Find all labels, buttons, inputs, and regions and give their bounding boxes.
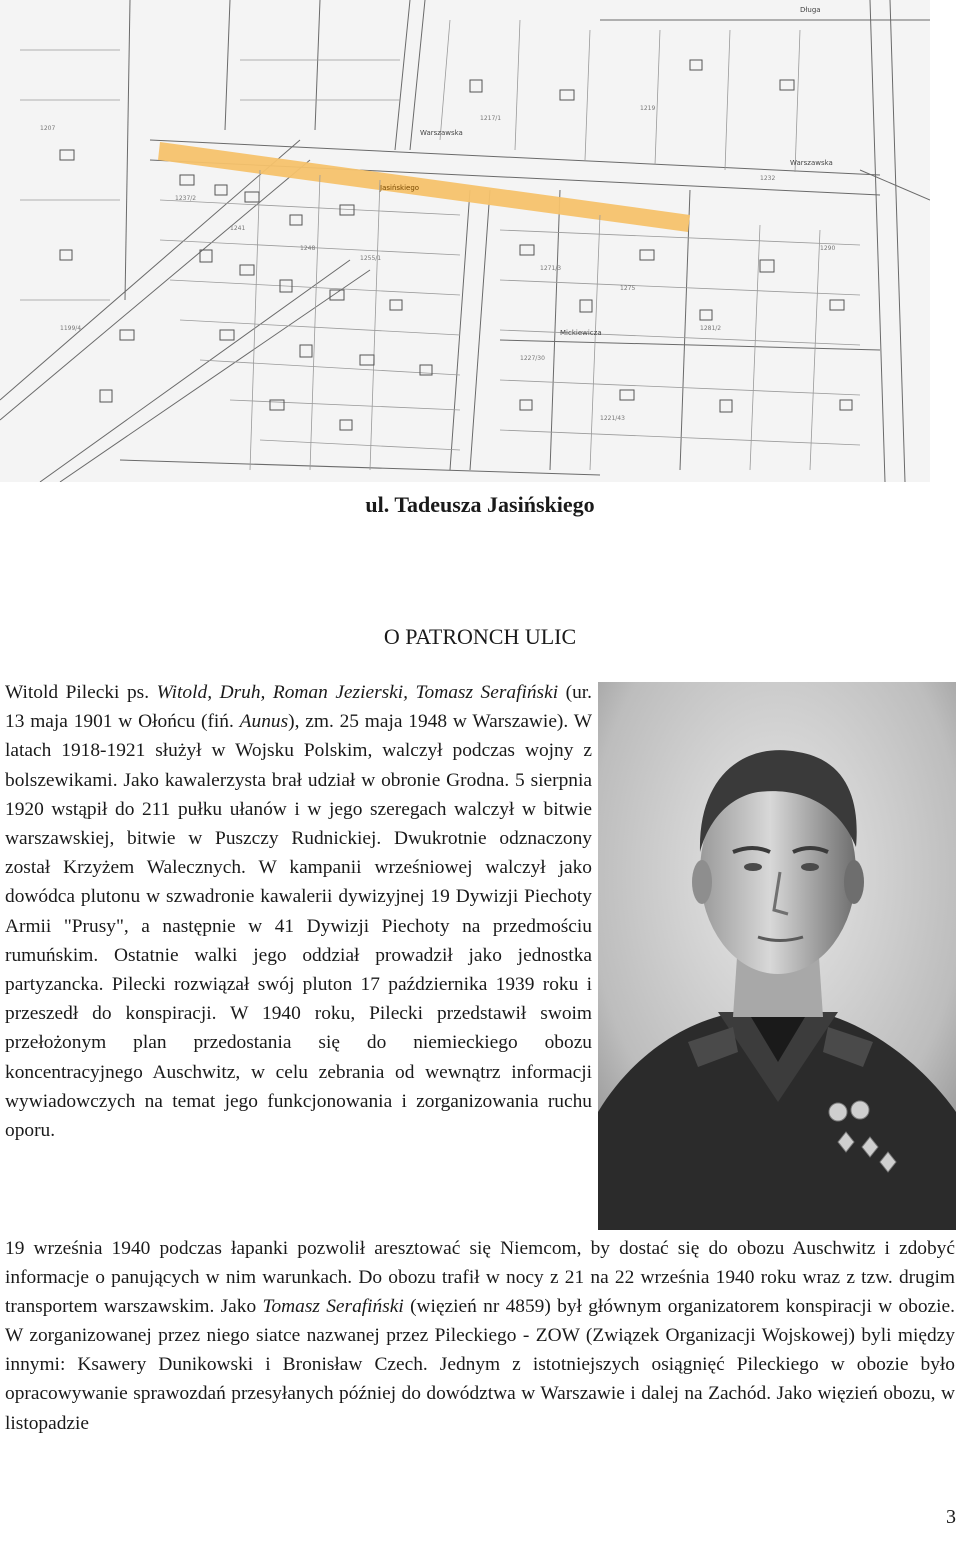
svg-text:1275: 1275 [620,285,636,292]
svg-text:1237/2: 1237/2 [175,195,197,202]
alias: Tomasz Serafiński [262,1296,404,1318]
svg-text:1248: 1248 [300,245,316,252]
biography-paragraph-1: Witold Pilecki ps. Witold, Druh, Roman Jezierski, Tomasz Serafiński (ur. 13 maja 1901 w Ołońcu (fiń. Aunus), zm. 25 maja 1948 w Warszawie). W latach 1918-1921 służył w Wojsku Polskim, walczył podczas wojny z bolszewikami. Jako kawalerzysta brał udział w obronie Grodna. 5 sierpnia 1920 wstąpił do 211 pułku ułanów i w jego szeregach walczył w bitwie warszawskiej, bitwie w Puszczy Rudnickiej. Dwukrotnie odznaczony został Krzyżem Walecznych. W kampanii wrześniowej walczył jako dowódca plutonu w szwadronie kawalerii dywizyjnej 19 Dywizji Piechoty Armii "Prusy", a następnie w 41 Dywizji Piechoty na przedmościu rumuńskim. Ostatnie walki jego oddział prowadził jako jednostka partyzancka. Pilecki rozwiązał swój pluton 17 października 1939 roku i przeszedł do konspiracji. W 1940 roku, Pilecki przedstawił swoim przełożonym plan przedostania się do niemieckiego obozu koncentracyjnego Auschwitz, w celu zebrania od wewnątrz informacji wywiadowczych na temat jego funkcjonowania i zorganizowania ruchu oporu. [5,682,592,1142]
svg-text:1219: 1219 [640,105,656,112]
svg-text:1217/1: 1217/1 [480,115,502,122]
svg-text:1281/2: 1281/2 [700,325,722,332]
svg-text:1290: 1290 [820,245,836,252]
svg-text:1227/30: 1227/30 [520,355,545,362]
svg-text:1271/3: 1271/3 [540,265,562,272]
portrait-photo-icon [598,682,956,1230]
biography-column [5,678,592,1145]
biography-paragraph-2: 19 września 1940 podczas łapanki pozwolił aresztować się Niemcom, by dostać się do obozu Auschwitz i zdobyć informacje o panujących w nim warunkach. Do obozu trafił w nocy z 21 na 22 września 1940 roku wraz z tzw. drugim transportem warszawskim. Jako Tomasz Serafiński (więzień nr 4859) był głównym organizatorem konspiracji w obozie. W zorganizowanej przez niego siatce nazwanej przez Pileckiego - ZOW (Związek Organizacji Wojskowej) byli między innymi: Ksawery Dunikowski i Bronisław Czech. Jednym z istotniejszych osiągnięć Pileckiego w obozie było opracowywanie sprawozdań przesyłanych później do dowództwa w Warszawie i dalej na Zachód. Jako więzień obozu, w listopadzie [5,1238,955,1434]
svg-text:1199/4: 1199/4 [60,325,82,332]
section-title: O PATRONCH ULIC [383,624,577,649]
svg-text:1207: 1207 [40,125,56,132]
map-street-label: Mickiewicza [560,329,602,337]
street-title: ul. Tadeusza Jasińskiego [365,492,595,517]
svg-text:1232: 1232 [760,175,776,182]
map-street-label: Jasińskiego [380,184,420,192]
person-name: Witold Pilecki [5,682,120,703]
svg-text:1255/1: 1255/1 [360,255,382,262]
cadastral-map-image [0,0,930,482]
svg-text:1221/43: 1221/43 [600,415,625,422]
map-street-label: Warszawska [790,159,833,167]
page-number: 3 [946,1506,956,1528]
map-street-label: Warszawska [420,129,463,137]
map-street-label: Długa [800,6,821,14]
pseudonyms: Witold, Druh, Roman Jezierski, Tomasz Serafiński [156,682,559,703]
svg-text:1241: 1241 [230,225,246,232]
biography-full-width [5,1234,955,1438]
